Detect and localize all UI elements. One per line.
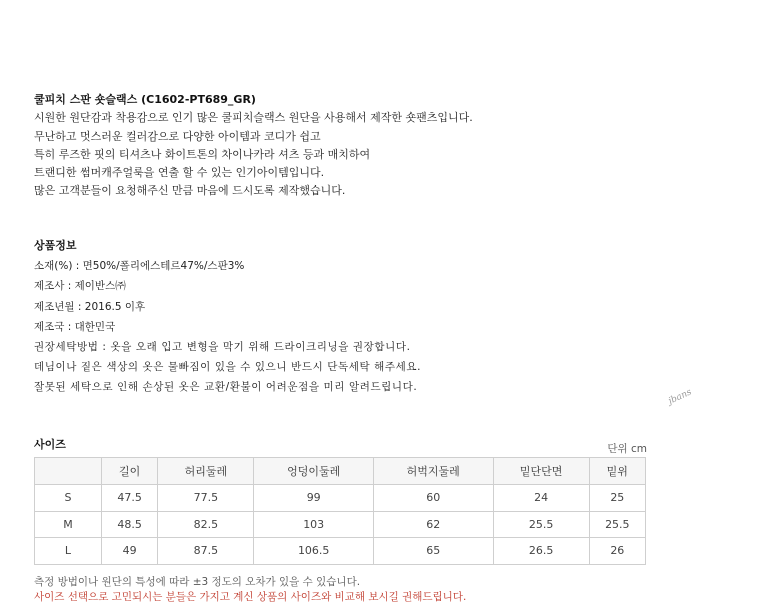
table-row [35, 511, 646, 538]
value-cell: 103 [254, 511, 374, 538]
description-line: 무난하고 멋스러운 컬러감으로 다양한 아이템과 코디가 쉽고 [34, 129, 321, 143]
table-row [35, 538, 646, 565]
value-cell: 65 [373, 538, 493, 565]
value-cell: 48.5 [102, 511, 158, 538]
header-cell: 밑단단면 [493, 458, 589, 485]
value-cell: 99 [254, 485, 374, 512]
manufacture-date-info: 제조년월 : 2016.5 이후 [34, 300, 146, 313]
value-cell: 60 [373, 485, 493, 512]
care-instruction: 데님이나 짙은 색상의 옷은 물빠짐이 있을 수 있으니 반드시 단독세탁 해주세요. [34, 361, 422, 374]
size-unit-label: 단위 cm [607, 443, 647, 455]
value-cell: 47.5 [102, 485, 158, 512]
header-cell: 길이 [102, 458, 158, 485]
value-cell: 106.5 [254, 538, 374, 565]
size-cell: M [35, 511, 102, 538]
value-cell: 25.5 [589, 511, 645, 538]
product-info-title: 상품정보 [34, 239, 77, 252]
value-cell: 24 [493, 485, 589, 512]
product-info-section [34, 236, 421, 398]
size-cell: L [35, 538, 102, 565]
measurement-note: 측정 방법이나 원단의 특성에 따라 ±3 정도의 오차가 있을 수 있습니다. [34, 576, 361, 588]
table-row [35, 485, 646, 512]
value-cell: 87.5 [158, 538, 254, 565]
size-section-title: 사이즈 [34, 438, 66, 451]
value-cell: 77.5 [158, 485, 254, 512]
value-cell: 62 [373, 511, 493, 538]
brand-watermark: jbans [667, 387, 694, 407]
size-cell: S [35, 485, 102, 512]
size-table [34, 457, 646, 565]
description-line: 시원한 원단감과 착용감으로 인기 많은 쿨피치슬랙스 원단을 사용해서 제작한 숏팬츠입니다. [34, 111, 473, 125]
header-cell: 허벅지둘레 [373, 458, 493, 485]
description-line: 많은 고객분들이 요청해주신 만큼 마음에 드시도록 제작했습니다. [34, 184, 346, 198]
description-line: 특히 루즈한 핏의 티셔츠나 화이트톤의 차이나카라 셔츠 등과 매치하여 [34, 147, 371, 161]
care-instruction: 잘못된 세탁으로 인해 손상된 옷은 교환/환불이 어려운점을 미리 알려드립니다. [34, 381, 418, 394]
header-cell: 밑위 [589, 458, 645, 485]
size-table-header [35, 458, 646, 485]
header-cell [35, 458, 102, 485]
size-advice-note: 사이즈 선택으로 고민되시는 분들은 가지고 계신 상품의 사이즈와 비교해 보시길 권해드립니다. [34, 591, 467, 603]
value-cell: 82.5 [158, 511, 254, 538]
value-cell: 26 [589, 538, 645, 565]
value-cell: 25 [589, 485, 645, 512]
manufacturer-info: 제조사 : 제이반스㈜ [34, 280, 126, 293]
value-cell: 26.5 [493, 538, 589, 565]
header-cell: 엉덩이둘레 [254, 458, 374, 485]
country-info: 제조국 : 대한민국 [34, 320, 116, 333]
description-line: 트랜디한 썸머캐주얼룩을 연출 할 수 있는 인기아이템입니다. [34, 166, 325, 180]
value-cell: 49 [102, 538, 158, 565]
material-info: 소재(%) : 면50%/폴리에스테르47%/스판3% [34, 260, 245, 273]
header-cell: 허리둘레 [158, 458, 254, 485]
product-description [34, 91, 473, 201]
value-cell: 25.5 [493, 511, 589, 538]
care-instruction: 권장세탁방법 : 옷을 오래 입고 변형을 막기 위해 드라이크리닝을 권장합니다. [34, 340, 411, 353]
product-title: 쿨피치 스판 숏슬랙스 (C1602-PT689_GR) [34, 93, 256, 106]
